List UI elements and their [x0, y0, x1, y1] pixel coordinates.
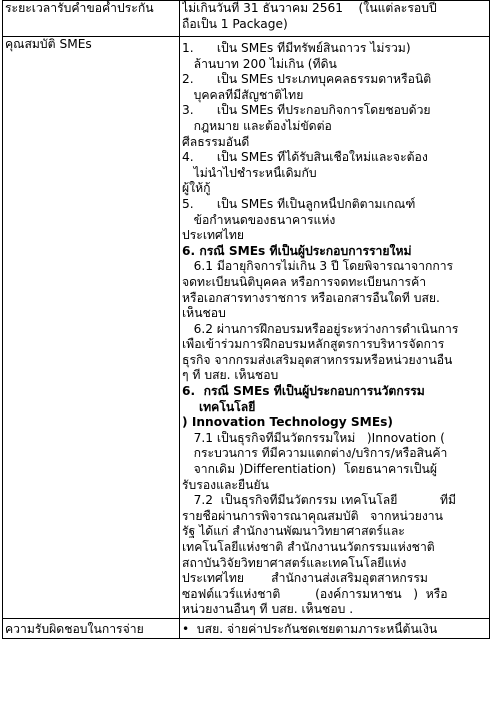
cell-line: เห็นชอบ	[182, 306, 226, 321]
table-row	[3, 618, 490, 638]
cell-line: • บสย. จ่ายค่าประกันชดเชยตามภาระหนี้ต้นเงิน	[182, 621, 438, 636]
cell-line: จดทะเบียนนิติบุคคล หรือการจดทะเบียนการค้า	[182, 274, 427, 289]
cell-line: 6.2 ผ่านการฝึกอบรมหรืออยู่ระหว่างการดำเนินการ	[182, 321, 459, 336]
cell-line: ล้านบาท 200 ไม่เกิน (ที่ดิน	[182, 56, 337, 71]
cell-line: รัฐ ได้แก่ สำนักงานพัฒนาวิทยาศาสตร์และ	[182, 524, 405, 539]
cell-line: ผู้ให้กู้	[182, 181, 211, 196]
row-label-period	[3, 1, 180, 37]
row-value-sme-qualifications	[180, 37, 490, 619]
cell-line: ถือเป็น 1 Package)	[182, 16, 288, 31]
table-row	[3, 1, 490, 37]
table-row	[3, 37, 490, 619]
cell-line: 2. เป็น SMEs ประเภทบุคคลธรรมดาหรือนิติ	[182, 72, 432, 87]
cell-line: กระบวนการ ที่มีความแตกต่าง/บริการ/หรือสินค้า	[182, 446, 448, 461]
section-heading: เทคโนโลยี	[182, 399, 256, 414]
row-value-period	[180, 1, 490, 37]
row-label-payment-responsibility	[3, 618, 180, 638]
cell-text: คุณสมบัติ SMEs	[5, 37, 92, 51]
cell-line: บุคคลที่มีสัญชาติไทย	[182, 87, 304, 102]
section-heading: 6. กรณี SMEs ที่เป็นผู้ประกอบการนวัตกรรม	[182, 384, 425, 399]
cell-text: ความรับผิดชอบในการจ่าย	[5, 621, 144, 636]
cell-line: เพื่อเข้าร่วมการฝึกอบรมหลักสูตรการบริหารจัดการ	[182, 337, 445, 352]
cell-line: สถาบันวิจัยวิทยาศาสตร์และเทคโนโลยีแห่ง	[182, 555, 407, 570]
row-value-payment-responsibility	[180, 618, 490, 638]
cell-line: ธุรกิจ จากกรมส่งเสริมอุตสาหกรรมหรือหน่วยงานอื่น	[182, 352, 453, 367]
cell-text: ระยะเวลารับคำขอค้ำประกัน	[5, 1, 154, 15]
cell-line: 3. เป็น SMEs ที่ประกอบกิจการโดยชอบด้วย	[182, 103, 431, 118]
cell-line: ประเทศไทย สำนักงานส่งเสริมอุตสาหกรรม	[182, 571, 428, 586]
cell-line: รับรองและยืนยัน	[182, 477, 269, 492]
cell-line: ไม่เกินวันที่ 31 ธันวาคม 2561 (ในแต่ละรอบปี	[182, 1, 437, 15]
cell-line: 7.2 เป็นธุรกิจที่มีนวัตกรรม เทคโนโลยี ที่มี	[182, 493, 457, 508]
cell-line: ข้อกำหนดของธนาคารแห่ง	[182, 212, 336, 227]
cell-line: ๆ ที่ บสย. เห็นชอบ	[182, 368, 279, 383]
cell-line: 5. เป็น SMEs ที่เป็นลูกหนี้ปกติตามเกณฑ์	[182, 196, 416, 211]
cell-line: 1. เป็น SMEs ที่มีทรัพย์สินถาวร ไม่รวม)	[182, 41, 411, 55]
cell-line: รายชื่อผ่านการพิจารณาคุณสมบัติ จากหน่วยงาน	[182, 508, 443, 523]
cell-line: ซอฟต์แวร์แห่งชาติ (องค์การมหาชน ) หรือ	[182, 586, 448, 601]
section-heading: ) Innovation Technology SMEs)	[182, 415, 393, 430]
row-label-sme-qualifications	[3, 37, 180, 619]
section-heading: 6. กรณี SMEs ที่เป็นผู้ประกอบการรายใหม่	[182, 243, 412, 258]
cell-line: หรือเอกสารทางราชการ หรือเอกสารอื่นใดที่ บสย.	[182, 290, 440, 305]
cell-line: เทคโนโลยีแห่งชาติ สำนักงานนวัตกรรมแห่งชาติ	[182, 540, 435, 554]
cell-line: หน่วยงานอื่นๆ ที่ บสย. เห็นชอบ .	[182, 602, 354, 617]
cell-line: กฎหมาย และต้องไม่ขัดต่อ	[182, 118, 332, 133]
cell-line: 4. เป็น SMEs ที่ได้รับสินเชื่อใหม่และจะต้อง	[182, 150, 428, 165]
cell-line: ศีลธรรมอันดี	[182, 134, 250, 149]
conditions-table	[2, 0, 490, 639]
cell-line: ไม่นำไปชำระหนี้เดิมกับ	[182, 165, 317, 180]
cell-line: จากเดิม )Differentiation) โดยธนาคารเป็นผู้	[182, 462, 437, 477]
cell-line: ประเทศไทย	[182, 228, 245, 243]
cell-line: 7.1 เป็นธุรกิจที่มีนวัตกรรมใหม่ )Innovation (	[182, 430, 445, 445]
document-page	[2, 0, 489, 721]
cell-line: 6.1 มีอายุกิจการไม่เกิน 3 ปี โดยพิจารณาจากการ	[182, 259, 454, 274]
